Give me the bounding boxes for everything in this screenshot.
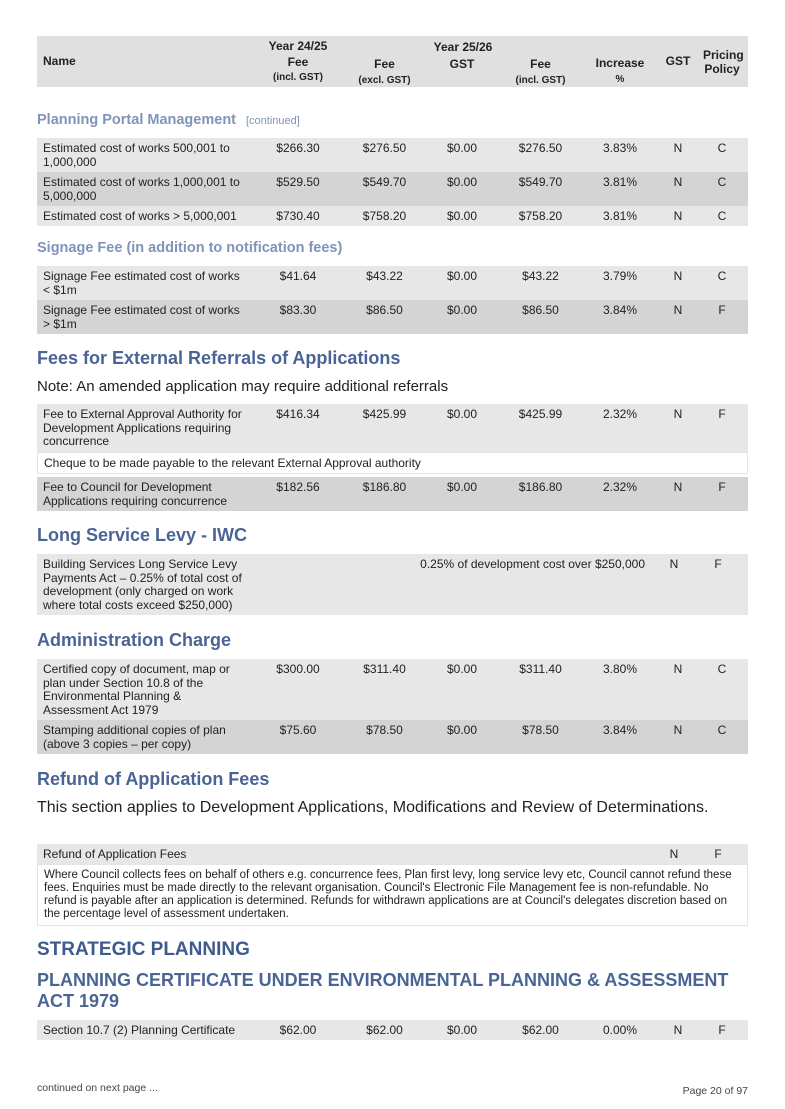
row-fee-2425: $300.00 xyxy=(276,662,320,676)
table-row xyxy=(37,206,748,226)
row-gst-flag: N xyxy=(669,847,679,861)
row-increase: 3.81% xyxy=(602,175,638,189)
row-fee-2425: $41.64 xyxy=(279,269,317,283)
row-name: Estimated cost of works 500,001 to 1,000,000 xyxy=(43,141,230,169)
row-gst: $0.00 xyxy=(446,407,478,421)
row-fee-incl: $425.99 xyxy=(518,407,563,421)
row-name: Fee to Council for Development Applications requiring concurrence xyxy=(43,480,228,508)
header-gst: GST xyxy=(449,57,475,71)
row-gst: $0.00 xyxy=(446,662,478,676)
row-fee-incl: $276.50 xyxy=(518,141,563,155)
header-name: Name xyxy=(43,54,76,68)
row-fee-incl: $86.50 xyxy=(522,303,559,317)
row-pricing-policy: C xyxy=(717,209,727,223)
row-name: Certified copy of document, map or plan under Section 10.8 of the Environmental Planning & Assessment Act 1979 xyxy=(43,662,230,717)
row-fee-2425: $416.34 xyxy=(276,407,320,421)
table-row xyxy=(37,659,748,720)
section-long-service-levy-title: Long Service Levy - IWC xyxy=(37,525,248,545)
row-name: Refund of Application Fees xyxy=(43,847,187,861)
header-increase xyxy=(585,36,655,87)
row-fee-excl: $78.50 xyxy=(366,723,403,737)
refund-description: Where Council collects fees on behalf of others e.g. concurrence fees, Plan first levy, long service levy etc, Council cannot refund these fees. Enquiries must be made directly to the relevant organisation. Council's Electronic File Management fee is non-refundable. No refund is payable after an application is determined. Refunds for withdrawn applications are at Council's delegates discretion based on the percentage level of assessment undertaken. xyxy=(37,864,748,926)
continued-label: [continued] xyxy=(246,115,300,127)
header-fee-label-3: Fee xyxy=(530,57,551,71)
row-gst: $0.00 xyxy=(446,175,478,189)
row-gst: $0.00 xyxy=(446,269,478,283)
row-name: Fee to External Approval Authority for Development Applications requiring concurrence xyxy=(43,407,242,448)
table-row xyxy=(37,720,748,754)
header-year1: Year 24/25 xyxy=(268,39,328,53)
row-increase: 0.00% xyxy=(602,1023,638,1037)
row-increase: 3.79% xyxy=(602,269,638,283)
section-signage-title: Signage Fee (in addition to notification fees) xyxy=(37,240,343,256)
row-gst-flag: N xyxy=(673,1023,683,1037)
header-incl-gst: (incl. GST) xyxy=(273,72,323,83)
row-gst-flag: N xyxy=(673,303,683,317)
header-excl-gst: (excl. GST) xyxy=(358,74,411,86)
planning-portal-title-text: Planning Portal Management xyxy=(37,112,236,128)
row-fee-excl: $549.70 xyxy=(362,175,407,189)
row-name: Signage Fee estimated cost of works < $1m xyxy=(43,269,240,297)
table-row xyxy=(37,300,748,334)
row-fee-2425: $529.50 xyxy=(276,175,320,189)
table-row xyxy=(37,266,748,300)
table-row xyxy=(37,554,748,615)
row-gst-flag: N xyxy=(673,662,683,676)
row-pricing-policy: F xyxy=(718,303,726,317)
row-increase: 3.84% xyxy=(602,723,638,737)
row-gst-flag: N xyxy=(673,269,683,283)
table-header xyxy=(37,36,748,87)
header-pricing-policy xyxy=(697,36,747,87)
planning-certificate-title: PLANNING CERTIFICATE UNDER ENVIRONMENTAL PLANNING & ASSESSMENT ACT 1979 xyxy=(37,970,729,1011)
header-year2-group xyxy=(345,36,581,87)
row-fee-2425: $75.60 xyxy=(279,723,317,737)
row-pricing-policy: F xyxy=(718,1023,726,1037)
page-number: Page 20 of 97 xyxy=(682,1085,748,1097)
table-row xyxy=(37,172,748,206)
header-incl-gst-2: (incl. GST) xyxy=(515,74,566,86)
row-fee-2425: $83.30 xyxy=(279,303,317,317)
row-gst-flag: N xyxy=(673,723,683,737)
row-name: Estimated cost of works > 5,000,001 xyxy=(43,209,237,223)
row-gst-flag: N xyxy=(673,480,683,494)
table-row xyxy=(37,404,748,452)
row-name: Signage Fee estimated cost of works > $1m xyxy=(43,303,240,331)
table-row xyxy=(37,844,748,864)
row-increase: 3.83% xyxy=(602,141,638,155)
header-fee-label-2: Fee xyxy=(374,57,395,71)
row-fee-incl: $549.70 xyxy=(518,175,563,189)
row-gst: $0.00 xyxy=(446,141,478,155)
row-fee-description: 0.25% of development cost over $250,000 xyxy=(420,557,645,571)
section-administration-charge-title: Administration Charge xyxy=(37,630,232,650)
row-fee-empty xyxy=(255,844,651,864)
row-fee-excl: $62.00 xyxy=(366,1023,403,1037)
header-gst-col: GST xyxy=(665,54,691,68)
row-fee-excl: $186.80 xyxy=(362,480,407,494)
row-pricing-policy: C xyxy=(717,175,727,189)
row-pricing-policy: C xyxy=(717,662,727,676)
header-increase-label: Increase xyxy=(595,56,645,70)
row-gst-flag: N xyxy=(669,557,679,571)
row-name: Building Services Long Service Levy Payments Act – 0.25% of total cost of development (only charged on work where total costs exceed $250,000) xyxy=(43,557,242,612)
row-gst: $0.00 xyxy=(446,1023,478,1037)
row-gst: $0.00 xyxy=(446,723,478,737)
row-pricing-policy: C xyxy=(717,269,727,283)
row-increase: 3.81% xyxy=(602,209,638,223)
row-increase: 2.32% xyxy=(602,480,638,494)
row-gst-flag: N xyxy=(673,175,683,189)
row-fee-incl: $186.80 xyxy=(518,480,563,494)
refund-note: This section applies to Development Applications, Modifications and Review of Determinations. xyxy=(37,799,709,816)
row-fee-2425: $266.30 xyxy=(276,141,320,155)
section-strategic-planning-title: STRATEGIC PLANNING xyxy=(37,939,250,960)
row-fee-incl: $758.20 xyxy=(518,209,563,223)
section-planning-portal-title xyxy=(37,112,300,128)
row-gst: $0.00 xyxy=(446,303,478,317)
row-fee-incl: $311.40 xyxy=(519,662,562,676)
row-increase: 3.80% xyxy=(602,662,638,676)
row-fee-excl: $758.20 xyxy=(362,209,407,223)
row-name: Stamping additional copies of plan (above 3 copies – per copy) xyxy=(43,723,226,751)
continued-footer: continued on next page ... xyxy=(37,1082,158,1094)
row-fee-excl: $311.40 xyxy=(363,662,406,676)
row-pricing-policy: C xyxy=(717,141,727,155)
row-gst: $0.00 xyxy=(446,209,478,223)
table-row xyxy=(37,1020,748,1040)
section-refund-title: Refund of Application Fees xyxy=(37,769,270,789)
row-pricing-policy: C xyxy=(717,723,727,737)
row-fee-2425: $730.40 xyxy=(276,209,320,223)
row-increase: 3.84% xyxy=(602,303,638,317)
header-fee-2425 xyxy=(255,36,341,87)
row-fee-excl: $276.50 xyxy=(362,141,407,155)
row-fee-2425: $62.00 xyxy=(279,1023,317,1037)
row-fee-excl: $86.50 xyxy=(366,303,403,317)
row-fee-incl: $62.00 xyxy=(522,1023,559,1037)
row-fee-2425: $182.56 xyxy=(276,480,320,494)
row-gst-flag: N xyxy=(673,407,683,421)
row-fee-incl: $78.50 xyxy=(522,723,559,737)
cheque-note: Cheque to be made payable to the relevant External Approval authority xyxy=(37,452,748,474)
external-referrals-note: Note: An amended application may require additional referrals xyxy=(37,378,449,395)
row-pricing-policy: F xyxy=(714,557,722,571)
header-policy: Policy xyxy=(704,61,740,76)
row-pricing-policy: F xyxy=(718,407,726,421)
header-percent: % xyxy=(615,73,625,85)
row-gst-flag: N xyxy=(673,141,683,155)
row-name: Section 10.7 (2) Planning Certificate xyxy=(43,1023,236,1037)
row-fee-excl: $425.99 xyxy=(362,407,407,421)
row-gst-flag: N xyxy=(673,209,683,223)
section-external-referrals-title: Fees for External Referrals of Applications xyxy=(37,348,401,368)
row-increase: 2.32% xyxy=(602,407,638,421)
header-year2: Year 25/26 xyxy=(433,40,493,54)
table-row xyxy=(37,138,748,172)
row-name: Estimated cost of works 1,000,001 to 5,000,000 xyxy=(43,175,240,203)
row-pricing-policy: F xyxy=(714,847,722,861)
row-pricing-policy: F xyxy=(718,480,726,494)
table-row xyxy=(37,477,748,511)
header-fee-label: Fee xyxy=(287,54,309,69)
row-gst: $0.00 xyxy=(446,480,478,494)
header-pricing: Pricing xyxy=(703,48,744,62)
row-fee-excl: $43.22 xyxy=(366,269,403,283)
row-fee-incl: $43.22 xyxy=(522,269,559,283)
